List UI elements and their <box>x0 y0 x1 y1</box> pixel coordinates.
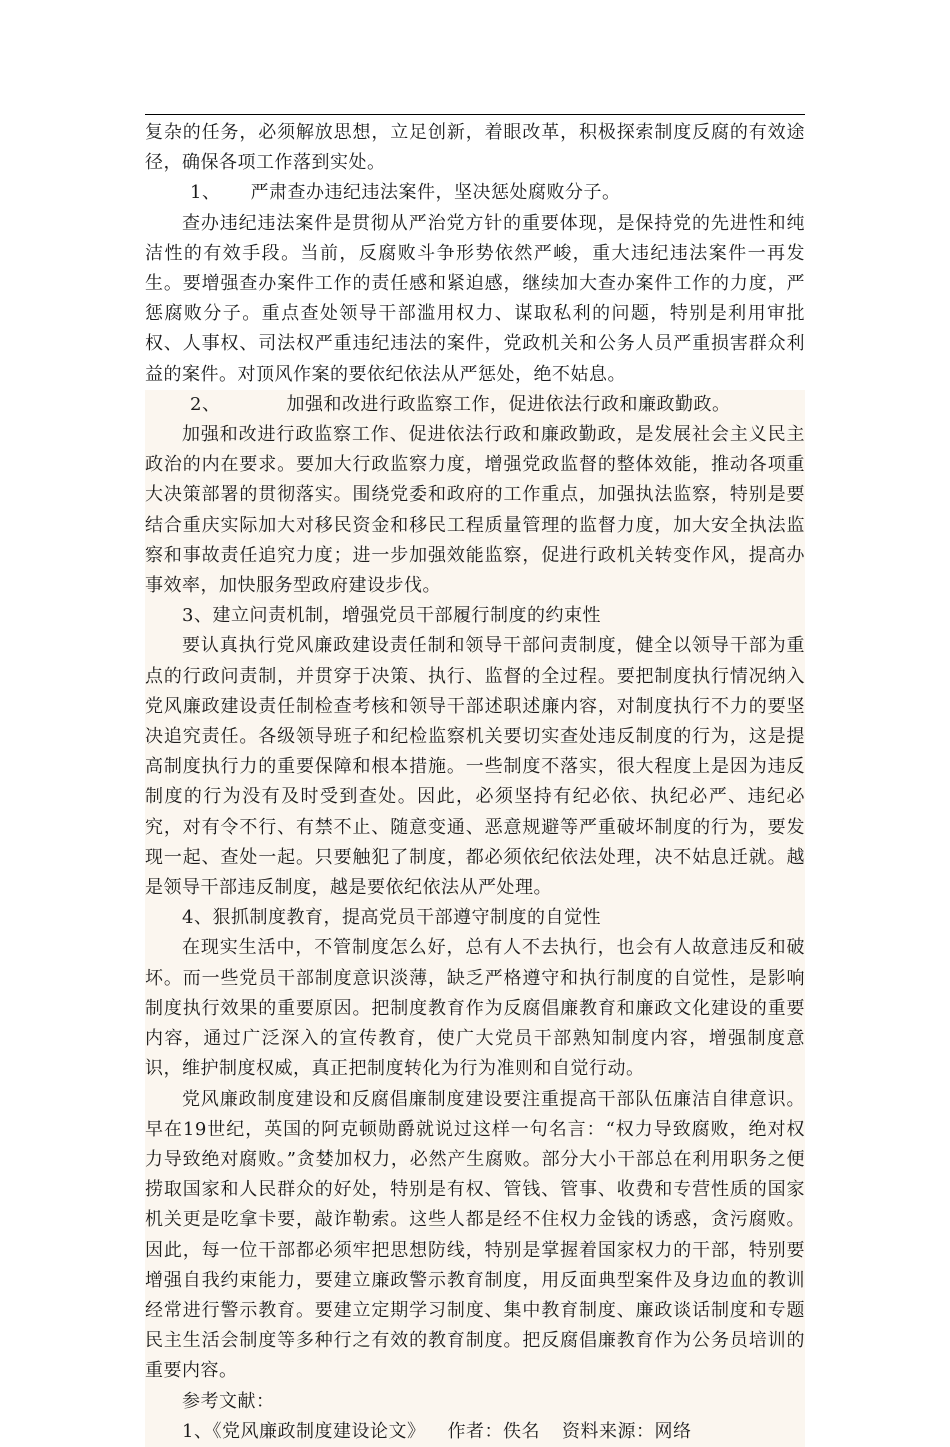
section-heading-2 <box>145 390 805 420</box>
reference-item-1 <box>145 1417 805 1447</box>
paragraph-conclusion: 党风廉政制度建设和反腐倡廉制度建设要注重提高干部队伍廉洁自律意识。早在19世纪，英国的阿克顿勋爵就说过这样一句名言：“权力导致腐败，绝对权力导致绝对腐败。”贪婪加权力，必然产生腐败。部分大小干部总在利用职务之便捞取国家和人民群众的好处，特别是有权、管钱、管事、收费和专营性质的国家机关更是吃拿卡要，敲诈勒索。这些人都是经不住权力金钱的诱惑，贪污腐败。因此，每一位干部都必须牢把思想防线，特别是掌握着国家权力的干部，特别要增强自我约束能力，要建立廉政警示教育制度，用反面典型案件及身边血的教训经常进行警示教育。要建立定期学习制度、集中教育制度、廉政谈话制度和专题民主生活会制度等多种行之有效的教育制度。把反腐倡廉教育作为公务员培训的重要内容。 <box>145 1088 805 1382</box>
section-title-1: 严肃查办违纪违法案件，坚决惩处腐败分子。 <box>250 182 621 204</box>
paragraph-intro: 复杂的任务，必须解放思想，立足创新，着眼改革，积极探索制度反腐的有效途径，确保各项工作落到实处。 <box>145 122 805 174</box>
header-rule <box>145 114 805 115</box>
section-title-2: 加强和改进行政监察工作，促进依法行政和廉政勤政。 <box>286 393 731 415</box>
paragraph-section-4: 在现实生活中，不管制度怎么好，总有人不去执行，也会有人故意违反和破坏。而一些党员干部制度意识淡薄，缺乏严格遵守和执行制度的自觉性，是影响制度执行效果的重要原因。把制度教育作为反腐倡廉教育和廉政文化建设的重要内容，通过广泛深入的宣传教育，使广大党员干部熟知制度内容，增强制度意识，维护制度权威，真正把制度转化为行为准则和自觉行动。 <box>145 937 805 1080</box>
references-title: 参考文献： <box>182 1390 275 1412</box>
section-number-1: 1、 <box>190 182 221 204</box>
section-heading-3: 3、建立问责机制，增强党员干部履行制度的约束性 <box>182 605 601 627</box>
document-body <box>145 118 805 1447</box>
paragraph-section-3: 要认真执行党风廉政建设责任制和领导干部问责制度，健全以领导干部为重点的行政问责制，并贯穿于决策、执行、监督的全过程。要把制度执行情况纳入党风廉政建设责任制检查考核和领导干部述职述廉内容，对制度执行不力的要坚决追究责任。各级领导班子和纪检监察机关要切实查处违反制度的行为，这是提高制度执行力的重要保障和根本措施。一些制度不落实，很大程度上是因为违反制度的行为没有及时受到查处。因此，必须坚持有纪必依、执纪必严、违纪必究，对有令不行、有禁不止、随意变通、恶意规避等严重破坏制度的行为，要发现一起、查处一起。只要触犯了制度，都必须依纪依法处理，决不姑息迁就。越是领导干部违反制度，越是要依纪依法从严处理。 <box>145 635 805 899</box>
reference-author: 作者：佚名 <box>447 1420 540 1442</box>
reference-title: 1、《党风廉政制度建设论文》 <box>182 1420 426 1442</box>
reference-source: 资料来源：网络 <box>561 1420 692 1442</box>
section-heading-4: 4、狠抓制度教育，提高党员干部遵守制度的自觉性 <box>182 907 601 929</box>
paragraph-section-2: 加强和改进行政监察工作、促进依法行政和廉政勤政，是发展社会主义民主政治的内在要求。要加大行政监察力度，增强党政监督的整体效能，推动各项重大决策部署的贯彻落实。围绕党委和政府的工作重点，加强执法监察，特别是要结合重庆实际加大对移民资金和移民工程质量管理的监督力度，加大安全执法监察和事故责任追究力度；进一步加强效能监察，促进行政机关转变作风，提高办事效率，加快服务型政府建设步伐。 <box>145 424 805 597</box>
paragraph-section-1: 查办违纪违法案件是贯彻从严治党方针的重要体现，是保持党的先进性和纯洁性的有效手段。当前，反腐败斗争形势依然严峻，重大违纪违法案件一再发生。要增强查办案件工作的责任感和紧迫感，继续加大查办案件工作的力度，严惩腐败分子。重点查处领导干部滥用权力、谋取私利的问题，特别是利用审批权、人事权、司法权严重违纪违法的案件，党政机关和公务人员严重损害群众利益的案件。对顶风作案的要依纪依法从严惩处，绝不姑息。 <box>145 212 805 385</box>
section-heading-1 <box>145 178 805 208</box>
section-number-2: 2、 <box>190 393 221 415</box>
shaded-block <box>145 390 805 1447</box>
